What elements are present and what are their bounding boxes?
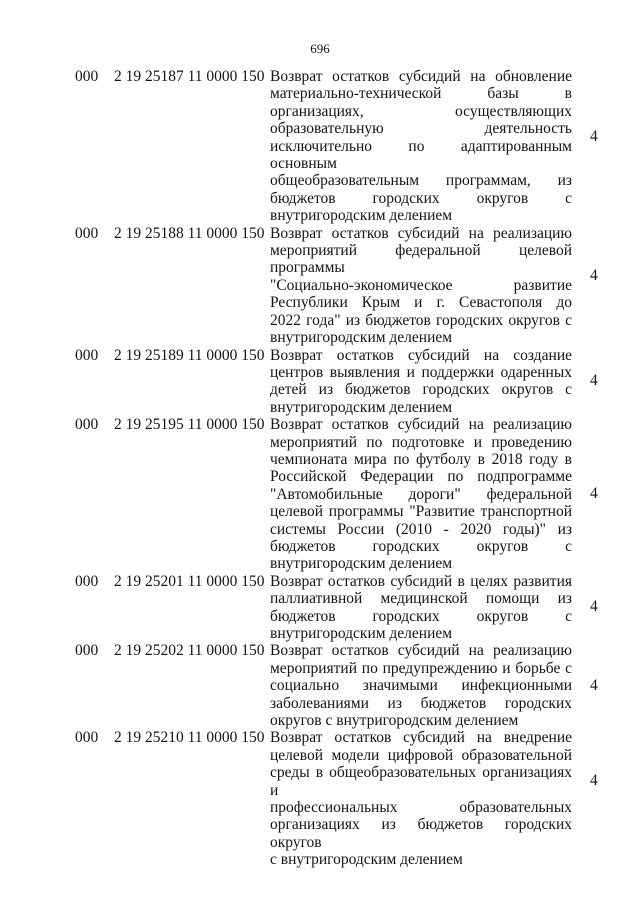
budget-classification-code: 2 19 25187 11 0000 150 (114, 68, 265, 85)
norm-value: 4 (590, 128, 598, 146)
budget-classification-code: 2 19 25189 11 0000 150 (114, 346, 265, 364)
description-line: внутригородским делением (270, 625, 453, 642)
description-line: детей из бюджетов городских округов с (270, 381, 572, 399)
description-line: мероприятий по подготовке и проведению (270, 433, 572, 451)
description-line: округов с внутригородским делением (270, 712, 519, 730)
description-line: 2022 года" из бюджетов городских округов с (270, 311, 572, 329)
description-line: Возврат остатков субсидий на реализацию (270, 416, 572, 434)
description-line: Республики Крым и г. Севастополя до (270, 294, 572, 312)
description-line: Возврат остатков субсидий в целях развития (270, 572, 572, 590)
description-line: системы России (2010 - 2020 годы)" из (270, 520, 572, 538)
description-line: Возврат остатков субсидий на реализацию (270, 642, 572, 660)
income-description (270, 68, 572, 225)
description-line: бюджетов городских округов с (270, 189, 572, 207)
description-line: "Социально-экономическое развитие (270, 276, 572, 294)
description-line: исключительно по адаптированным основным (270, 137, 572, 173)
norm-value: 4 (590, 267, 598, 285)
description-line: Возврат остатков субсидий на обновление (270, 68, 572, 85)
norm-value: 4 (590, 598, 598, 616)
description-line: с внутригородским делением (270, 851, 463, 869)
description-line: паллиативной медицинской помощи из (270, 590, 572, 608)
income-description (270, 416, 572, 573)
description-line: профессиональных образовательных (270, 799, 572, 817)
budget-classification-code: 2 19 25195 11 0000 150 (114, 416, 265, 434)
description-line: организациях, осуществляющих (270, 102, 572, 120)
description-line: образовательную деятельность (270, 120, 572, 138)
table-row (0, 347, 640, 417)
description-line: "Автомобильные дороги" федеральной (270, 485, 572, 503)
table-row (0, 68, 640, 225)
income-description (270, 225, 572, 347)
description-line: материально-технической базы в (270, 85, 572, 103)
page-number: 696 (310, 41, 330, 56)
income-description (270, 729, 572, 868)
admin-code: 000 (75, 572, 99, 590)
budget-classification-code: 2 19 25202 11 0000 150 (114, 642, 265, 660)
admin-code: 000 (75, 224, 99, 242)
description-line: общеобразовательным программам, из (270, 172, 572, 190)
description-line: внутригородским делением (270, 398, 453, 416)
budget-classification-code: 2 19 25188 11 0000 150 (114, 224, 265, 242)
description-line: Российской Федерации по подпрограмме (270, 468, 572, 486)
norm-value: 4 (590, 485, 598, 503)
norm-value: 4 (590, 371, 598, 389)
admin-code: 000 (75, 416, 99, 434)
description-line: внутригородским делением (270, 555, 453, 573)
income-description (270, 642, 572, 729)
norm-value: 4 (590, 676, 598, 694)
description-line: Возврат остатков субсидий на внедрение (270, 729, 572, 747)
description-line: мероприятий федеральной целевой программы (270, 242, 572, 277)
admin-code: 000 (75, 68, 99, 85)
description-line: Возврат остатков субсидий на создание (270, 346, 572, 364)
table-row (0, 573, 640, 643)
description-line: бюджетов городских округов с (270, 537, 572, 555)
income-description (270, 347, 572, 417)
admin-code: 000 (75, 346, 99, 364)
budget-classification-code: 2 19 25210 11 0000 150 (114, 729, 265, 747)
norm-value: 4 (590, 772, 598, 790)
description-line: бюджетов городских округов с (270, 607, 572, 625)
description-line: среды в общеобразовательных организациях и (270, 764, 572, 799)
budget-code-table (0, 68, 640, 869)
description-line: внутригородским делением (270, 207, 453, 225)
description-line: центров выявления и поддержки одаренных (270, 363, 572, 381)
description-line: социально значимыми инфекционными (270, 677, 572, 695)
table-row (0, 225, 640, 347)
description-line: мероприятий по предупреждению и борьбе с (270, 659, 572, 677)
table-row (0, 729, 640, 868)
table-row (0, 642, 640, 729)
description-line: Возврат остатков субсидий на реализацию (270, 224, 572, 242)
admin-code: 000 (75, 729, 99, 747)
description-line: внутригородским делением (270, 329, 453, 347)
description-line: заболеваниями из бюджетов городских (270, 694, 572, 712)
table-row (0, 416, 640, 573)
admin-code: 000 (75, 642, 99, 660)
description-line: целевой программы "Развитие транспортной (270, 503, 572, 521)
description-line: организациях из бюджетов городских округов (270, 816, 572, 851)
budget-classification-code: 2 19 25201 11 0000 150 (114, 572, 265, 590)
income-description (270, 573, 572, 643)
description-line: целевой модели цифровой образовательной (270, 746, 572, 764)
description-line: чемпионата мира по футболу в 2018 году в (270, 450, 572, 468)
